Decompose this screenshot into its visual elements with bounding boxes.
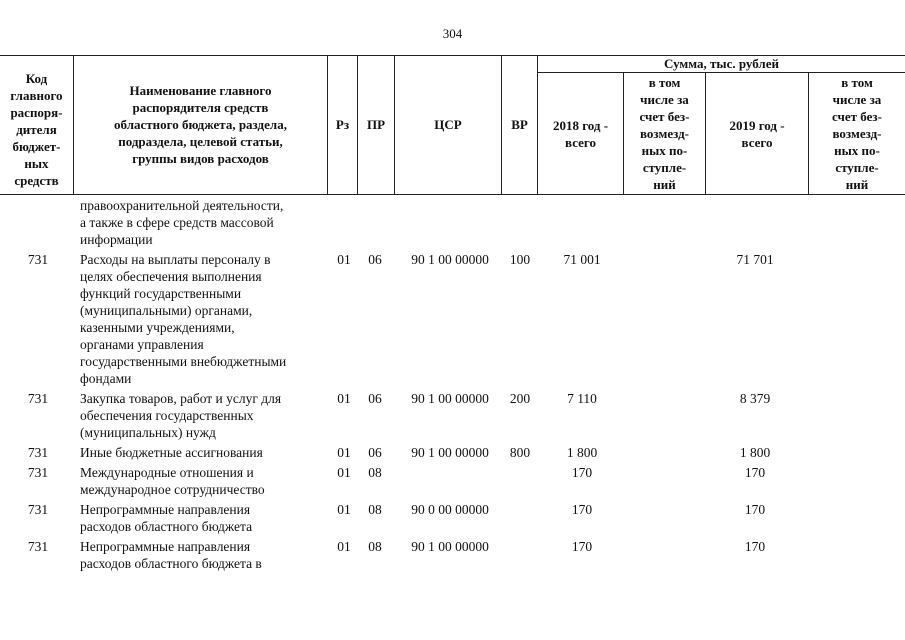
header-incl-line: в том bbox=[648, 75, 681, 90]
row-sum-2019: 170 bbox=[744, 539, 766, 554]
row-sum-2019: 8 379 bbox=[739, 391, 771, 406]
header-incl-line: возмезд- bbox=[640, 126, 689, 141]
row-name-line: функций государственными bbox=[80, 286, 242, 301]
row-sum-2018: 170 bbox=[571, 502, 593, 517]
row-code: 731 bbox=[27, 391, 49, 406]
row-name bbox=[80, 251, 325, 387]
table-header bbox=[0, 55, 905, 195]
header-incl-line: числе за bbox=[832, 92, 882, 107]
row-name-line: казенными учреждениями, bbox=[80, 320, 235, 335]
row-name-line: Иные бюджетные ассигнования bbox=[80, 445, 263, 460]
row-name-line: обеспечения государственных bbox=[80, 408, 254, 423]
header-incl-line: в том bbox=[841, 75, 873, 90]
header-incl-line: числе за bbox=[640, 92, 689, 107]
header-name-line: подраздела, целевой статьи, bbox=[118, 134, 283, 149]
header-2019-line: всего bbox=[741, 134, 773, 150]
row-name-line: информации bbox=[80, 232, 153, 247]
row-vr: 200 bbox=[509, 391, 531, 406]
header-incl-line: ний bbox=[845, 177, 869, 192]
header-code-line: бюджет- bbox=[12, 139, 61, 154]
row-name-line: Закупка товаров, работ и услуг для bbox=[80, 391, 282, 406]
row-vr: 100 bbox=[509, 252, 531, 267]
row-name bbox=[80, 444, 325, 461]
row-name bbox=[80, 538, 325, 572]
row-code: 731 bbox=[27, 502, 49, 517]
row-sum-2019: 170 bbox=[744, 502, 766, 517]
row-sum-2018: 7 110 bbox=[567, 391, 597, 406]
header-name-line: областного бюджета, раздела, bbox=[114, 117, 287, 132]
row-name-line: (муниципальных) нужд bbox=[80, 425, 216, 440]
row-csr: 90 1 00 00000 bbox=[411, 391, 489, 406]
header-incl-2018 bbox=[624, 73, 705, 194]
row-sum-2019: 71 701 bbox=[736, 252, 774, 267]
row-pr: 06 bbox=[368, 252, 382, 267]
header-sum: Сумма, тыс. рублей bbox=[664, 56, 779, 71]
header-incl-line: счет без- bbox=[832, 109, 882, 124]
header-incl-line: ных по- bbox=[834, 143, 880, 158]
row-rz: 01 bbox=[337, 539, 351, 554]
row-name-line: (муниципальными) органами, bbox=[80, 303, 253, 318]
header-code-line: главного bbox=[10, 88, 63, 103]
row-pr: 08 bbox=[368, 465, 382, 480]
header-code bbox=[0, 65, 73, 194]
row-pr: 06 bbox=[368, 391, 382, 406]
header-incl-2019 bbox=[809, 73, 905, 194]
row-sum-2018: 71 001 bbox=[563, 252, 601, 267]
header-bottom-rule bbox=[0, 194, 905, 195]
header-2018 bbox=[538, 73, 623, 194]
row-sum-2018: 170 bbox=[571, 465, 593, 480]
row-name-line: расходов областного бюджета bbox=[80, 519, 253, 534]
header-name-line: группы видов расходов bbox=[132, 151, 269, 166]
row-name-line: Расходы на выплаты персоналу в bbox=[80, 252, 271, 267]
row-rz: 01 bbox=[337, 252, 351, 267]
header-2019-line: 2019 год - bbox=[729, 117, 785, 133]
row-name bbox=[80, 464, 325, 498]
row-code: 731 bbox=[27, 465, 49, 480]
row-rz: 01 bbox=[337, 391, 351, 406]
row-csr: 90 1 00 00000 bbox=[411, 539, 489, 554]
row-name-line: международное сотрудничество bbox=[80, 482, 265, 497]
page-number: 304 bbox=[442, 26, 463, 41]
header-incl-line: ных по- bbox=[641, 143, 688, 158]
row-name-line: Международные отношения и bbox=[80, 465, 254, 480]
row-rz: 01 bbox=[337, 502, 351, 517]
row-rz: 01 bbox=[337, 445, 351, 460]
header-code-line: Код bbox=[25, 71, 48, 86]
row-sum-2018: 170 bbox=[571, 539, 593, 554]
row-name-line: а также в сфере средств массовой bbox=[80, 215, 274, 230]
header-incl-line: ступле- bbox=[835, 160, 879, 175]
row-sum-2018: 1 800 bbox=[566, 445, 598, 460]
row-csr: 90 0 00 00000 bbox=[411, 502, 489, 517]
row-pr: 06 bbox=[368, 445, 382, 460]
header-name bbox=[74, 55, 327, 194]
header-name-line: распорядителя средств bbox=[132, 100, 269, 115]
row-name bbox=[80, 197, 325, 248]
row-name-line: целях обеспечения выполнения bbox=[80, 269, 262, 284]
header-2019 bbox=[706, 73, 808, 194]
header-code-line: средств bbox=[14, 173, 59, 188]
header-code-line: ных bbox=[24, 156, 49, 171]
header-vr: ВР bbox=[511, 117, 528, 132]
row-name-line: государственными внебюджетными bbox=[80, 354, 287, 369]
row-name-line: правоохранительной деятельности, bbox=[80, 198, 284, 213]
header-incl-line: счет без- bbox=[639, 109, 690, 124]
row-name-line: Непрограммные направления bbox=[80, 502, 251, 517]
header-2018-line: 2018 год - bbox=[552, 117, 609, 133]
row-vr: 800 bbox=[509, 445, 531, 460]
header-incl-line: ступле- bbox=[642, 160, 687, 175]
row-csr: 90 1 00 00000 bbox=[411, 252, 489, 267]
row-name-line: фондами bbox=[80, 371, 132, 386]
row-code: 731 bbox=[27, 445, 49, 460]
header-2018-line: всего bbox=[565, 134, 596, 150]
header-incl-line: возмезд- bbox=[832, 126, 882, 141]
row-rz: 01 bbox=[337, 465, 351, 480]
row-code: 731 bbox=[27, 539, 49, 554]
row-pr: 08 bbox=[368, 539, 382, 554]
header-csr: ЦСР bbox=[434, 117, 462, 132]
row-name-line: расходов областного бюджета в bbox=[80, 556, 262, 571]
row-sum-2019: 1 800 bbox=[739, 445, 771, 460]
header-code-line: распоря- bbox=[10, 105, 63, 120]
row-name bbox=[80, 390, 325, 441]
header-code-line: дителя bbox=[16, 122, 57, 137]
header-incl-line: ний bbox=[653, 177, 676, 192]
row-code: 731 bbox=[27, 252, 49, 267]
row-name bbox=[80, 501, 325, 535]
row-sum-2019: 170 bbox=[744, 465, 766, 480]
row-name-line: Непрограммные направления bbox=[80, 539, 251, 554]
header-pr: ПР bbox=[366, 117, 386, 132]
header-rz: Рз bbox=[335, 117, 350, 132]
row-csr: 90 1 00 00000 bbox=[411, 445, 489, 460]
row-pr: 08 bbox=[368, 502, 382, 517]
row-name-line: органами управления bbox=[80, 337, 204, 352]
header-name-line: Наименование главного bbox=[129, 83, 272, 98]
